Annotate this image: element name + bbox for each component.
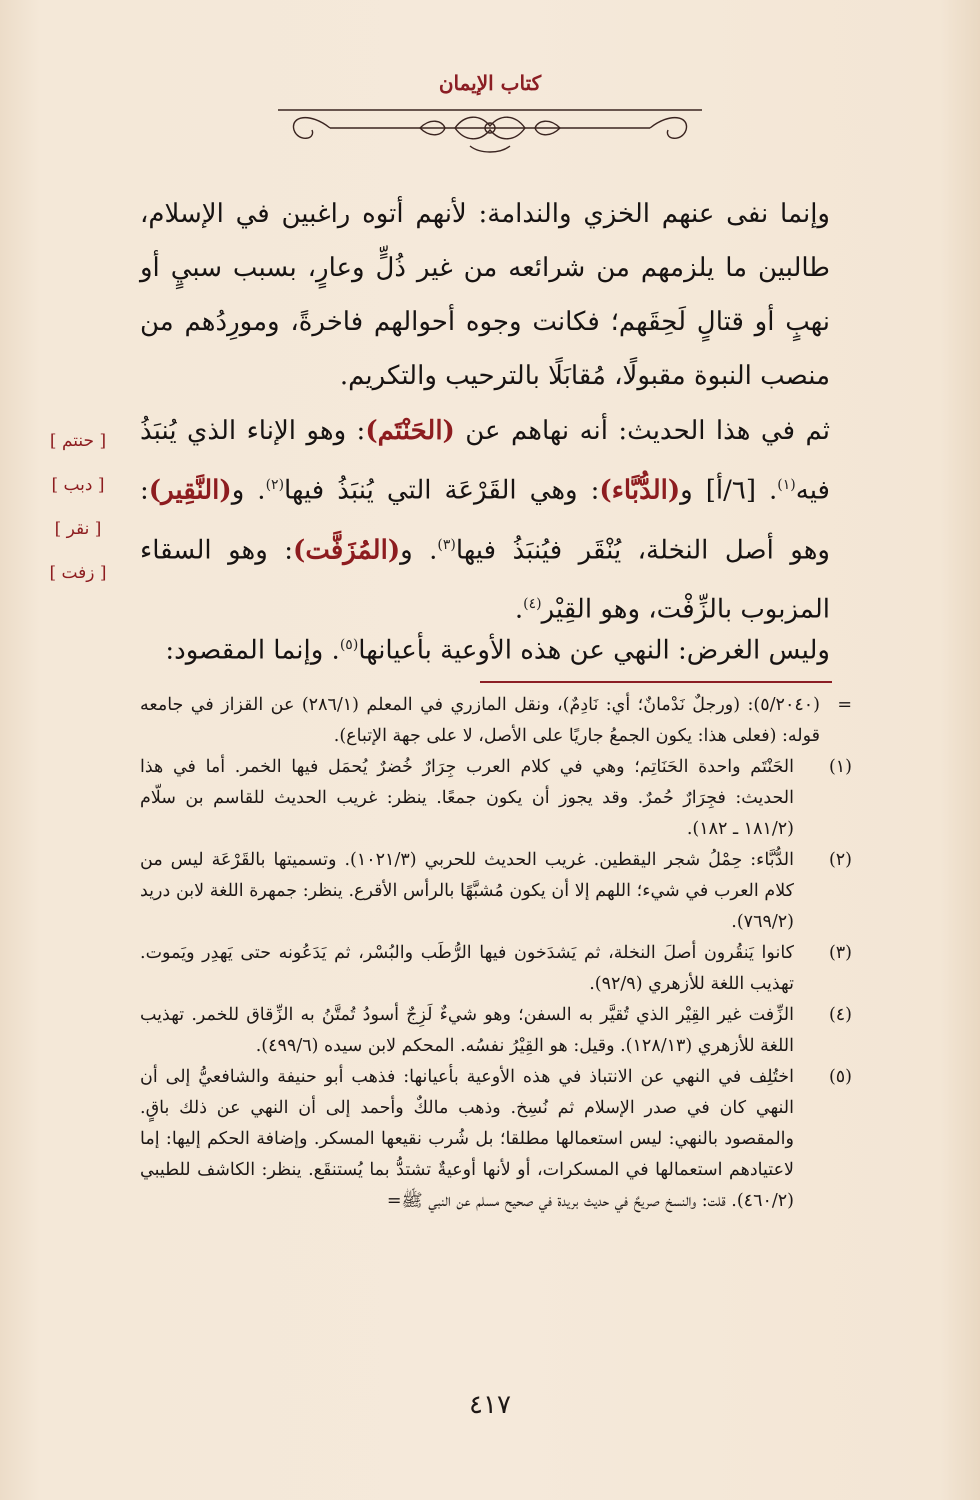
term-muzaffat: (المُزَفَّت) — [293, 535, 401, 566]
footnote-continuation — [140, 690, 852, 752]
footnote-4-number: (٤) — [828, 1005, 852, 1025]
p2-text-3: . [٦/أ] و — [680, 475, 778, 506]
margin-notes — [38, 430, 118, 606]
paragraph-1-text: وإنما نفى عنهم الخزي والندامة: لأنهم أتوه راغبين في الإسلام، طالبين ما يلزمهم من شرائعه من غير ذُلٍّ وعارٍ، بسبب سبيٍ أو نهبٍ أو قتالٍ لَحِقَهم؛ فكانت وجوه أحوالهم فاخرةً، ومورِدُهم من منصب النبوة مقبولًا، مُقابَلًا بالترحيب والتكريم. — [140, 199, 830, 391]
footnote-5-text: اختُلِف في النهي عن الانتباذ في هذه الأوعية بأعيانها: فذهب أبو حنيفة والشافعيُّ إلى أن النهي كان في صدر الإسلام ثم نُسِخ. وذهب مالكٌ وأحمد إلى أن النهي عن ذلك باقٍ. والمقصود بالنهي: ليس استعمالها مطلقا؛ بل شُرب نقيعها المسكر. وإضافة الحكم إليها: إما لاعتيادهم استعمالها في المسكرات، أو لأنها أوعيةٌ تشتدُّ بما يُستنقَع. ينظر: الكاشف للطيبي (٤٦٠/٢). قلت: والنسخ صريحٌ في حديث بريدة في صحيح مسلم عن النبي ﷺ= — [140, 1067, 794, 1211]
footnote-continuation-text: (٥/٢٠٤٠): (ورجلٌ نَدْمانٌ؛ أي: نَادِمٌ)، ونقل المازري في المعلم (٢٨٦/١) عن القزاز في جامعه قوله: (فعلى هذا: يكون الجمعُ جاريًا على الأصل، لا على جهة الإتباع). — [140, 695, 820, 746]
margin-note-hantam: [ حنتم ] — [49, 431, 107, 451]
p3-text-2: . وإنما المقصود: — [165, 635, 340, 666]
p2-text-2: : وهو الإناء الذي يُنبَذُ فيه — [140, 416, 830, 506]
term-naqir: (النَّقِير) — [148, 475, 232, 506]
p2-text-4: : وهي القَرْعَة التي يُنبَذُ فيها — [284, 475, 600, 506]
footnote-5-number: (٥) — [828, 1067, 852, 1087]
running-header — [0, 70, 980, 154]
p2-text-9: . — [514, 594, 524, 625]
footnote-2-text: الدُّبَّاء: حِمْلُ شجر اليقطين. غريب الحديث للحربي (١٠٢١/٣). وتسميتها بالقَرْعَة ليس من كلام العرب في شيء؛ اللهم إلا أن يكون مُشبَّهًا بالرأس الأقرع. ينظر: جمهرة اللغة لابن دريد (٧٦٩/٢). — [140, 850, 794, 932]
term-dubba: (الدُّبَّاء) — [599, 475, 681, 506]
footnote-1-text: الحَنْتَم واحدة الحَنَاتِم؛ وهي في كلام العرب جِرَارٌ خُضرٌ يُحمَل فيها الخمر. أما في هذا الحديث: فجِرَارٌ حُمرٌ. وقد يجوز أن يكون جمعًا. ينظر: غريب الحديث للقاسم بن سلّام (١٨١/٢ ـ ١٨٢). — [140, 757, 794, 839]
footnote-3-text: كانوا يَنقُرون أصلَ النخلة، ثم يَشدَخون فيها الرُّطَب والبُسْر، ثم يَدَعُونه حتى يَهدِر ويَموت. تهذيب اللغة للأزهري (٩٢/٩). — [140, 943, 794, 994]
p2-text-7: . و — [400, 535, 438, 566]
margin-note-nqr: [ نقر ] — [54, 519, 102, 539]
footnote-4 — [140, 1000, 852, 1062]
footnote-4-text: الزِّفت غير القِيْر الذي تُقيَّر به السفن؛ وهو شيءٌ لَزِجٌ أسودُ تُمتَّنُ به الزِّقاق للخمر. تهذيب اللغة للأزهري (١٢٨/١٣). وقيل: هو القِيْرُ نفسُه. المحكم لابن سيده (٤٩٩/٦). — [140, 1005, 794, 1056]
p2-text-1: ثم في هذا الحديث: أنه نهاهم عن — [454, 416, 830, 446]
margin-note-zft: [ زفت ] — [49, 563, 107, 583]
footnote-separator — [480, 681, 832, 683]
footnote-2-number: (٢) — [828, 850, 852, 870]
margin-note-dbb: [ دبب ] — [51, 475, 105, 495]
footnote-ref-1[interactable]: (١) — [777, 477, 796, 493]
footnote-5 — [140, 1062, 852, 1217]
footnote-3-number: (٣) — [828, 943, 852, 963]
ornament-icon — [270, 102, 710, 154]
chapter-title: كتاب الإيمان — [438, 71, 542, 95]
footnotes — [140, 690, 852, 1217]
footnote-ref-5[interactable]: (٥) — [339, 637, 359, 653]
footnote-ref-4[interactable]: (٤) — [523, 596, 542, 613]
p2-text-6: : وهو أصل النخلة، يُنْقَر فيُنبَذُ فيها — [140, 475, 830, 566]
p2-text-5: . و — [231, 475, 266, 506]
footnote-ref-2[interactable]: (٢) — [265, 477, 285, 493]
footnote-1 — [140, 752, 852, 845]
p2-text-8: : وهو السقاء المزبوب بالزِّفْت، وهو القِيْر — [140, 535, 830, 625]
footnote-ref-3[interactable]: (٣) — [437, 536, 456, 553]
continuation-mark: = — [837, 695, 852, 715]
paragraph-2 — [140, 404, 830, 637]
paragraph-3 — [140, 618, 830, 678]
paragraph-1 — [140, 187, 830, 403]
p3-text-1: وليس الغرض: النهي عن هذه الأوعية بأعيانها — [358, 635, 830, 666]
footnote-1-number: (١) — [828, 757, 852, 777]
term-hantam: (الحَنْتَم) — [365, 416, 455, 446]
page-number: ٤١٧ — [469, 1390, 511, 1420]
footnote-2 — [140, 845, 852, 938]
footnote-3 — [140, 938, 852, 1000]
